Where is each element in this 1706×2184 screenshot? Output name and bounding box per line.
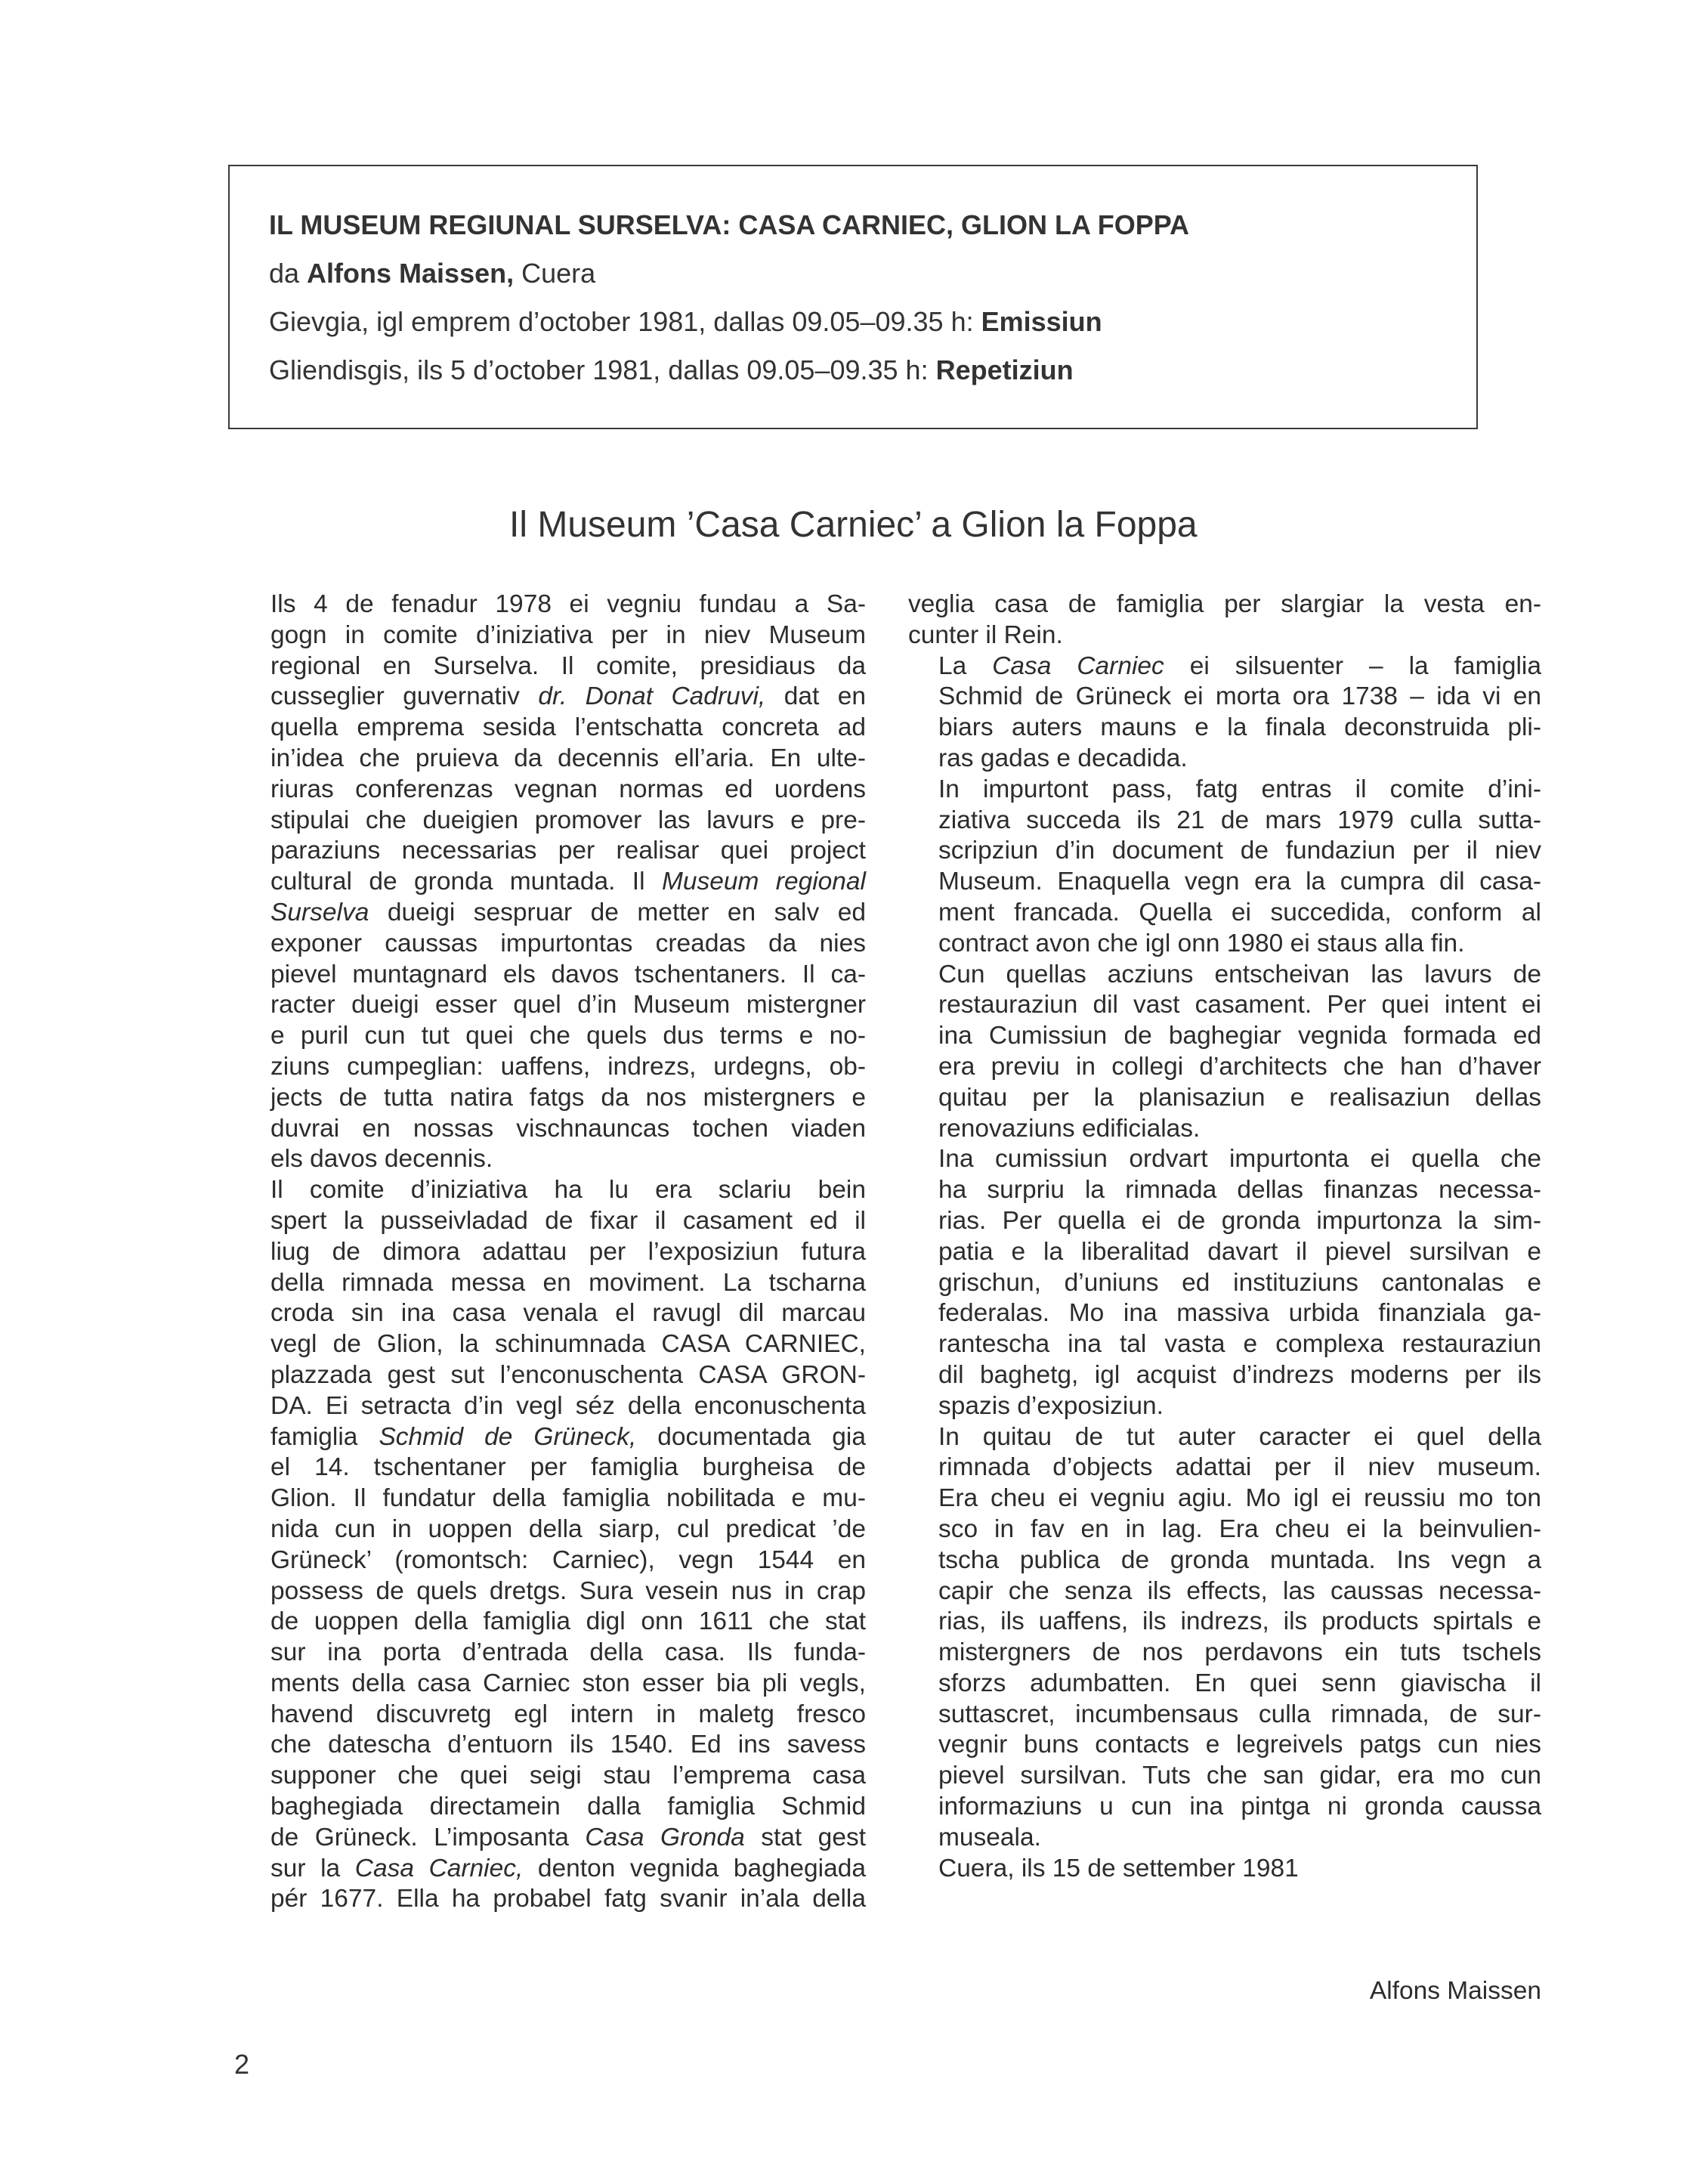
text-run: cusseglier guvernativ	[270, 682, 539, 711]
repeat-line	[269, 355, 1476, 385]
text-line: contract avon che igl onn 1980 ei staus alla fin.	[938, 929, 1465, 957]
text-line: ina Cumissiun de baghegiar vegnida formada ed	[938, 1022, 1541, 1050]
text-line	[240, 867, 866, 898]
text-line: Ina cumissiun ordvart impurtonta ei quella che	[938, 1145, 1541, 1174]
text-line: sco in fav en in lag. Era cheu ei la beinvulien-	[938, 1514, 1541, 1543]
program-title: IL MUSEUM REGIUNAL SURSELVA: CASA CARNIEC, GLION LA FOPPA	[269, 209, 1190, 240]
text-line: era previu in collegi d’architects che han d’haver	[938, 1052, 1541, 1081]
text-run: ei silsuenter – la famiglia	[1164, 651, 1542, 680]
text-line: quella emprema sesida l’entschatta concreta ad	[270, 713, 866, 742]
italic-name: Casa Carniec,	[354, 1854, 524, 1882]
paragraph	[908, 775, 1541, 960]
text-line: stipulai che dueigien promover las lavurs e pre-	[270, 806, 866, 834]
broadcast-label: Emissiun	[981, 306, 1102, 337]
text-line: capir che senza ils effects, las caussas necessa-	[938, 1576, 1541, 1605]
text-line: croda sin ina casa venala el ravugl dil marcau	[270, 1299, 866, 1328]
text-line: pievel sursilvan. Tuts che san gidar, era mo cun	[938, 1762, 1541, 1790]
article-column-left	[240, 589, 866, 1915]
text-line: veglia casa de famiglia per slargiar la vesta en-	[908, 590, 1541, 618]
repeat-label: Repetiziun	[935, 354, 1074, 385]
text-line	[908, 651, 1541, 682]
paragraph	[908, 1144, 1541, 1421]
text-line: ment francada. Quella ei succedida, conform al	[938, 898, 1541, 926]
text-line: informaziuns u cun ina pintga ni gronda caussa	[938, 1793, 1541, 1821]
text-run: sur la	[270, 1854, 355, 1882]
text-line: ments della casa Carniec ston esser bia pli vegls,	[270, 1669, 866, 1697]
text-line: spert la pusseivladad de fixar il casament ed il	[270, 1206, 866, 1235]
text-line: el 14. tschentaner per famiglia burgheisa de	[270, 1453, 866, 1482]
text-line: In impurtont pass, fatg entras il comite d’ini-	[938, 775, 1541, 803]
text-line: riuras conferenzas vegnan normas ed uordens	[270, 775, 866, 803]
text-line: Museum. Enaquella vegn era la cumpra dil casa-	[938, 868, 1541, 896]
text-line: sur ina porta d’entrada della casa. Ils funda-	[270, 1638, 866, 1667]
author-city: Cuera	[514, 258, 596, 289]
text-run: famiglia	[270, 1422, 379, 1451]
broadcast-info-box	[228, 165, 1478, 429]
dateline	[908, 1854, 1541, 1885]
text-line	[240, 1854, 866, 1885]
text-line: sforzs adumbatten. En quei senn giavischa il	[938, 1669, 1541, 1697]
text-line	[240, 1422, 866, 1453]
text-line: rantescha ina tal vasta e complexa restauraziun	[938, 1330, 1541, 1359]
text-line	[240, 1823, 866, 1854]
page-number: 2	[234, 2049, 250, 2080]
text-line: gogn in comite d’iniziativa per in niev Museum	[270, 620, 866, 649]
paragraph	[908, 589, 1541, 651]
text-line: racter dueigi esser quel d’in Museum mistergner	[270, 991, 866, 1019]
text-line: tscha publica de gronda muntada. Ins vegn a	[938, 1545, 1541, 1574]
text-line: exponer caussas impurtontas creadas da nies	[270, 929, 866, 957]
repeat-date: Gliendisgis, ils 5 d’october 1981, dallas 09.05–09.35 h:	[269, 354, 936, 385]
text-line: In quitau de tut auter caracter ei quel della	[938, 1422, 1541, 1451]
text-line: plazzada gest sut l’enconuschenta CASA GRON-	[270, 1360, 866, 1389]
author-name: Alfons Maissen,	[307, 258, 515, 289]
text-run: de Grüneck. L’imposanta	[270, 1823, 586, 1851]
text-run: La	[938, 651, 993, 680]
text-line: museala.	[938, 1823, 1041, 1851]
text-line: mistergners de nos perdavons ein tuts tschels	[938, 1638, 1541, 1667]
text-run: dueigi sespruar de metter en salv ed	[369, 898, 866, 926]
text-line: havend discuvretg egl intern in maletg fresco	[270, 1700, 866, 1728]
text-line: Il comite d’iniziativa ha lu era sclariu bein	[270, 1176, 866, 1205]
text-line: Glion. Il fundatur della famiglia nobilitada e mu-	[270, 1484, 866, 1513]
text-line: renovaziuns edificialas.	[938, 1114, 1201, 1143]
text-line: restauraziun dil vast casament. Per quei intent ei	[938, 991, 1541, 1019]
text-line: vegnir buns contacts e legreivels patgs cun nies	[938, 1731, 1541, 1759]
text-line: Cuera, ils 15 de settember 1981	[938, 1854, 1299, 1882]
text-line: Era cheu ei vegniu agiu. Mo igl ei reussiu mo ton	[938, 1484, 1541, 1513]
italic-name: Casa Gronda	[585, 1823, 745, 1851]
paragraph	[240, 589, 866, 1175]
text-line: liug de dimora adattau per l’exposiziun futura	[270, 1237, 866, 1266]
text-line: vegl de Glion, la schinumnada CASA CARNIEC,	[270, 1330, 866, 1359]
paragraph	[908, 1422, 1541, 1854]
text-line: Cun quellas acziuns entscheivan las lavurs de	[938, 960, 1541, 988]
text-line: pér 1677. Ella ha probabel fatg svanir in’ala della	[270, 1885, 866, 1913]
text-line: in’idea che pruieva da decennis ell’aria. En ulte-	[270, 744, 866, 772]
text-line: baghegiada directamein dalla famiglia Schmid	[270, 1793, 866, 1821]
paragraph	[908, 960, 1541, 1145]
text-line: ha surpriu la rimnada dellas finanzas necessa-	[938, 1176, 1541, 1205]
text-line: nida cun in uoppen della siarp, cul predicat ’de	[270, 1514, 866, 1543]
text-line: duvrai en nossas vischnauncas tochen viaden	[270, 1114, 866, 1143]
text-line: Ils 4 de fenadur 1978 ei vegniu fundau a Sa-	[270, 590, 866, 618]
text-line: Grüneck’ (romontsch: Carniec), vegn 1544 en	[270, 1545, 866, 1574]
text-line: cunter il Rein.	[908, 620, 1063, 649]
text-line: rias, ils uaffens, ils indrezs, ils products spirtals e	[938, 1607, 1541, 1636]
text-line: federalas. Mo ina massiva urbida finanziala ga-	[938, 1299, 1541, 1328]
text-line: jects de tutta natira fatgs da nos mistergners e	[270, 1083, 866, 1112]
text-line: de uoppen della famiglia digl onn 1611 che stat	[270, 1607, 866, 1636]
broadcast-date: Gievgia, igl emprem d’october 1981, dallas 09.05–09.35 h:	[269, 306, 981, 337]
italic-name: Surselva	[270, 898, 369, 926]
text-line: che datescha d’entuorn ils 1540. Ed ins savess	[270, 1731, 866, 1759]
paragraph	[240, 1175, 866, 1915]
text-run: dat en	[765, 682, 866, 711]
text-line: scripziun d’in document de fundaziun per il niev	[938, 837, 1541, 865]
text-line: ziuns cumpeglian: uaffens, indrezs, urdegns, ob-	[270, 1052, 866, 1081]
italic-name: Casa Carniec	[992, 651, 1164, 680]
italic-name: Schmid de Grüneck,	[379, 1422, 637, 1451]
text-line: pievel muntagnard els davos tschentaners. Il ca-	[270, 960, 866, 988]
text-line: ziativa succeda ils 21 de mars 1979 culla sutta-	[938, 806, 1541, 834]
text-line: ras gadas e decadida.	[938, 744, 1188, 772]
italic-name: dr. Donat Cadruvi,	[538, 682, 766, 711]
text-run: denton vegnida baghegiada	[523, 1854, 866, 1882]
text-run: stat gest	[744, 1823, 867, 1851]
author-prefix: da	[269, 258, 308, 289]
text-line: rimnada d’objects adattai per il niev museum.	[938, 1453, 1541, 1482]
text-line: della rimnada messa en moviment. La tscharna	[270, 1268, 866, 1297]
text-line: rias. Per quella ei de gronda impurtonza la sim-	[938, 1206, 1541, 1235]
text-line: dil baghetg, igl acquist d’indrezs moderns per ils	[938, 1360, 1541, 1389]
text-line: e puril cun tut quei che quels dus terms e no-	[270, 1022, 866, 1050]
text-line	[240, 898, 866, 929]
article-title: Il Museum ’Casa Carniec’ a Glion la Foppa	[509, 505, 1198, 545]
text-run: cultural de gronda muntada. Il	[270, 868, 662, 896]
text-line: possess de quels dretgs. Sura vesein nus in crap	[270, 1576, 866, 1605]
text-line: spazis d’exposiziun.	[938, 1391, 1164, 1420]
paragraph	[908, 651, 1541, 775]
text-line: grischun, d’uniuns ed instituziuns cantonalas e	[938, 1268, 1541, 1297]
text-line: Schmid de Grüneck ei morta ora 1738 – ida vi en	[938, 682, 1541, 711]
author-line	[269, 258, 1476, 289]
text-run: documentada gia	[636, 1422, 866, 1451]
italic-name: Museum regional	[661, 868, 866, 896]
text-line: DA. Ei setracta d’in vegl séz della enconuschenta	[270, 1391, 866, 1420]
text-line: supponer che quei seigi stau l’emprema casa	[270, 1762, 866, 1790]
text-line: patia e la liberalitad davart il pievel sursilvan e	[938, 1237, 1541, 1266]
text-line: regional en Surselva. Il comite, presidiaus da	[270, 651, 866, 680]
author-signature: Alfons Maissen	[1369, 1977, 1541, 2005]
text-line	[240, 682, 866, 713]
text-line: biars auters mauns e la finala deconstruida pli-	[938, 713, 1541, 742]
text-line: quitau per la planisaziun e realisaziun dellas	[938, 1083, 1541, 1112]
broadcast-line	[269, 307, 1476, 337]
article-column-right	[908, 589, 1541, 1884]
text-line: paraziuns necessarias per realisar quei project	[270, 837, 866, 865]
text-line: els davos decennis.	[270, 1145, 493, 1174]
text-line: suttascret, incumbensaus culla rimnada, de sur-	[938, 1700, 1541, 1728]
